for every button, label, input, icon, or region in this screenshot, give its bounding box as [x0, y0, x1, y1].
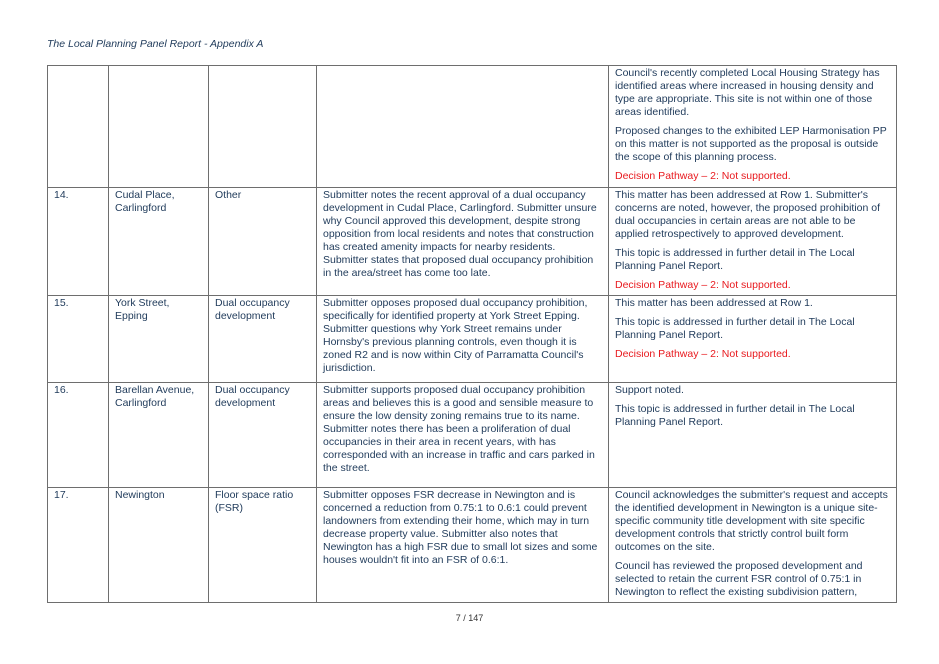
submission-cell: Submitter opposes FSR decrease in Newington and is concerned a reduction from 0.75:1 to 0.6:1 could prevent landowners from extending their home, which may in turn decrease property value. Submitter also notes that Newington has a high FSR due to small lot sizes and some houses wouldn't fit into an FSR of 0.6:1. — [317, 488, 609, 603]
table-row — [48, 66, 897, 188]
topic-cell — [209, 66, 317, 188]
response-paragraph: This matter has been addressed at Row 1. — [615, 297, 813, 309]
submission-cell: Submitter supports proposed dual occupancy prohibition areas and believes this is a good and sensible measure to ensure the low density zoning remains true to its name. Submitter notes there has been a proliferation of dual occupancies in their area in recent years, with has corresponded with an increase in traffic and cars parked in the street. — [317, 383, 609, 488]
response-paragraph: This topic is addressed in further detail in The Local Planning Panel Report. — [615, 316, 855, 341]
response-paragraph: This topic is addressed in further detail in The Local Planning Panel Report. — [615, 247, 855, 272]
location-cell: York Street, Epping — [109, 296, 209, 383]
row-number — [48, 66, 109, 188]
row-number: 17. — [48, 488, 109, 603]
topic-cell: Dual occupancy development — [209, 383, 317, 488]
submission-cell — [317, 66, 609, 188]
response-paragraph: Council's recently completed Local Housing Strategy has identified areas where increased in housing density and type are appropriate. This site is not within one of those areas identified. — [615, 67, 880, 118]
response-cell — [609, 488, 897, 603]
table-row — [48, 488, 897, 603]
response-paragraph: This matter has been addressed at Row 1. Submitter's concerns are noted, however, the proposed prohibition of dual occupancies in certain areas are not able to be applied retrospectively to approved development. — [615, 189, 881, 240]
topic-cell: Floor space ratio (FSR) — [209, 488, 317, 603]
location-cell: Newington — [109, 488, 209, 603]
row-number: 15. — [48, 296, 109, 383]
location-cell — [109, 66, 209, 188]
table-row — [48, 383, 897, 488]
location-cell: Cudal Place, Carlingford — [109, 188, 209, 296]
page-header: The Local Planning Panel Report - Appendix A — [47, 38, 264, 50]
decision-pathway: Decision Pathway – 2: Not supported. — [615, 348, 791, 360]
response-cell — [609, 296, 897, 383]
row-number: 14. — [48, 188, 109, 296]
location-cell: Barellan Avenue, Carlingford — [109, 383, 209, 488]
submission-cell: Submitter opposes proposed dual occupancy prohibition, specifically for identified property at York Street Epping. Submitter questions why York Street remains under Hornsby's previous planning controls, even though it is zoned R2 and is now within City of Parramatta Council's jurisdiction. — [317, 296, 609, 383]
submission-cell: Submitter notes the recent approval of a dual occupancy development in Cudal Place, Carlingford. Submitter unsure why Council approved this development, despite strong opposition from local residents and notes that construction has created amenity impacts for nearby residents. Submitter states that proposed dual occupancy prohibition in the area/street has come too late. — [317, 188, 609, 296]
topic-cell: Other — [209, 188, 317, 296]
response-paragraph: This topic is addressed in further detail in The Local Planning Panel Report. — [615, 403, 855, 428]
table-row — [48, 296, 897, 383]
decision-pathway: Decision Pathway – 2: Not supported. — [615, 279, 791, 291]
submissions-table — [47, 65, 897, 603]
table-row — [48, 188, 897, 296]
response-paragraph: Council acknowledges the submitter's request and accepts the identified development in Newington is a unique site-specific community title development with site specific development controls that strictly control built form outcomes on the site. — [615, 489, 888, 553]
response-paragraph: Proposed changes to the exhibited LEP Harmonisation PP on this matter is not supported as the proposal is outside the scope of this planning process. — [615, 125, 887, 163]
response-cell — [609, 383, 897, 488]
topic-cell: Dual occupancy development — [209, 296, 317, 383]
response-cell — [609, 66, 897, 188]
table-body — [48, 66, 897, 603]
response-paragraph: Council has reviewed the proposed development and selected to retain the current FSR control of 0.75:1 in Newington to reflect the existing subdivision pattern, — [615, 560, 863, 598]
decision-pathway: Decision Pathway – 2: Not supported. — [615, 170, 791, 182]
page-number: 7 / 147 — [455, 613, 484, 623]
response-paragraph: Support noted. — [615, 384, 684, 396]
response-cell — [609, 188, 897, 296]
row-number: 16. — [48, 383, 109, 488]
